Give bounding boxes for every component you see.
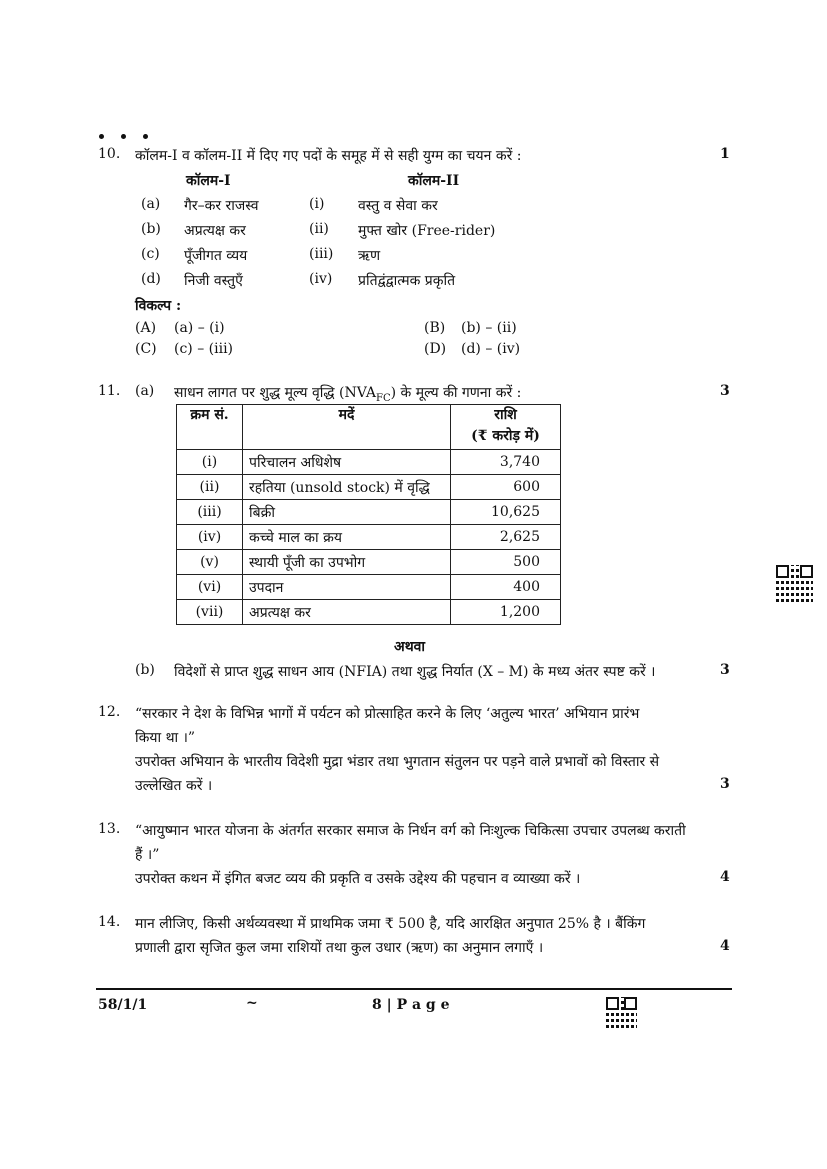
option-a-text: (a) – (i) xyxy=(174,320,225,336)
q13-marks: 4 xyxy=(720,869,730,885)
row-amount: 2,625 xyxy=(451,525,561,550)
row-amount: 10,625 xyxy=(451,500,561,525)
q10-row-text-iv: प्रतिद्वंद्वात्मक प्रकृति xyxy=(358,273,456,289)
q11-part-a-subscript: FC xyxy=(376,392,391,404)
q13-line-2: हैं ।” xyxy=(135,847,160,863)
footer-qr-code xyxy=(606,997,637,1028)
q11-marks-b: 3 xyxy=(720,662,730,678)
row-serial: (iv) xyxy=(177,525,243,550)
q10-col1-head: कॉलम-I xyxy=(186,173,231,189)
row-item: उपदान xyxy=(243,575,451,600)
q10-row-text-iii: ऋण xyxy=(358,248,381,264)
row-item: कच्चे माल का क्रय xyxy=(243,525,451,550)
table-row xyxy=(177,575,561,600)
q12-line-3: उपरोक्त अभियान के भारतीय विदेशी मुद्रा भंडार तथा भुगतान संतुलन पर पड़ने वाले प्रभावों को विस्तार से xyxy=(135,754,660,770)
footer-page-number: 8 | P a g e xyxy=(372,997,450,1013)
q10-text: कॉलम-I व कॉलम-II में दिए गए पदों के समूह में से सही युग्म का चयन करें : xyxy=(135,148,522,164)
option-d-text: (d) – (iv) xyxy=(461,341,521,357)
q10-row-text-ii: मुफ्त खोर (Free-rider) xyxy=(358,223,496,239)
q11-part-b-text: विदेशों से प्राप्त शुद्ध साधन आय (NFIA) तथा शुद्ध निर्यात (X – M) के मध्य अंतर स्पष्ट करें । xyxy=(174,664,656,680)
q13-line-3: उपरोक्त कथन में इंगित बजट व्यय की प्रकृति व उसके उद्देश्य की पहचान व व्याख्या करें । xyxy=(135,871,581,887)
q10-row-text-c: पूँजीगत व्यय xyxy=(184,248,248,264)
row-serial: (v) xyxy=(177,550,243,575)
row-item: स्थायी पूँजी का उपभोग xyxy=(243,550,451,575)
option-b-label: (B) xyxy=(424,320,446,336)
row-amount: 1,200 xyxy=(451,600,561,625)
row-item: बिक्री xyxy=(243,500,451,525)
row-serial: (vii) xyxy=(177,600,243,625)
table-row xyxy=(177,500,561,525)
q10-row-text-i: वस्तु व सेवा कर xyxy=(358,198,438,214)
q12-marks: 3 xyxy=(720,776,730,792)
footer-tilde: ~ xyxy=(246,995,258,1011)
table-row xyxy=(177,525,561,550)
header-amount-title: राशि xyxy=(494,407,517,423)
header-amount-unit: (₹ करोड़ में) xyxy=(471,428,540,444)
table-row xyxy=(177,600,561,625)
q10-row-label-d: (d) xyxy=(141,271,161,287)
option-c-text: (c) – (iii) xyxy=(174,341,234,357)
q10-row-label-iv: (iv) xyxy=(309,271,333,287)
q11-part-b-label: (b) xyxy=(135,662,155,678)
q14-line-1: मान लीजिए, किसी अर्थव्यवस्था में प्राथमिक जमा ₹ 500 है, यदि आरक्षित अनुपात 25% है । बैंकिंग xyxy=(135,916,646,932)
q12-line-2: किया था ।” xyxy=(135,730,196,746)
row-amount: 3,740 xyxy=(451,450,561,475)
row-serial: (i) xyxy=(177,450,243,475)
option-b-text: (b) – (ii) xyxy=(461,320,517,336)
q10-col2-head: कॉलम-II xyxy=(408,173,460,189)
q11-part-a-text-end: ) के मूल्य की गणना करें : xyxy=(390,385,522,401)
q10-row-label-c: (c) xyxy=(141,246,160,262)
q10-row-text-d: निजी वस्तुएँ xyxy=(184,273,243,289)
q11-marks-a: 3 xyxy=(720,383,730,399)
q13-line-1: “आयुष्मान भारत योजना के अंतर्गत सरकार समाज के निर्धन वर्ग को निःशुल्क चिकित्सा उपचार उपलब्ध कराती xyxy=(135,823,686,839)
q10-row-label-i: (i) xyxy=(309,196,325,212)
q11-part-a-question xyxy=(174,383,521,404)
q10-row-label-ii: (ii) xyxy=(309,221,329,237)
q12-line-4: उल्लेखित करें । xyxy=(135,778,213,794)
q12-number: 12. xyxy=(98,704,121,720)
table-row xyxy=(177,475,561,500)
table-row xyxy=(177,550,561,575)
q14-line-2: प्रणाली द्वारा सृजित कुल जमा राशियों तथा कुल उधार (ऋण) का अनुमान लगाएँ । xyxy=(135,940,544,956)
row-item: अप्रत्यक्ष कर xyxy=(243,600,451,625)
header-amount xyxy=(451,405,561,450)
q10-row-label-iii: (iii) xyxy=(309,246,334,262)
side-qr-code xyxy=(776,565,813,602)
header-items: मदें xyxy=(243,405,451,450)
q10-row-label-a: (a) xyxy=(141,196,161,212)
row-serial: (ii) xyxy=(177,475,243,500)
row-amount: 400 xyxy=(451,575,561,600)
option-a-label: (A) xyxy=(135,320,157,336)
q10-row-label-b: (b) xyxy=(141,221,161,237)
row-amount: 500 xyxy=(451,550,561,575)
row-item: परिचालन अधिशेष xyxy=(243,450,451,475)
nva-data-table xyxy=(176,404,561,625)
option-c-label: (C) xyxy=(135,341,157,357)
option-d-label: (D) xyxy=(424,341,447,357)
row-amount: 600 xyxy=(451,475,561,500)
q11-part-a-text: साधन लागत पर शुद्ध मूल्य वृद्धि (NVA xyxy=(174,385,377,401)
q10-options-label: विकल्प : xyxy=(135,298,182,314)
table-row xyxy=(177,450,561,475)
decorative-dots xyxy=(99,127,165,143)
or-separator: अथवा xyxy=(394,639,426,655)
q10-number: 10. xyxy=(98,146,121,162)
q10-row-text-a: गैर–कर राजस्व xyxy=(184,198,259,214)
row-item: रहतिया (unsold stock) में वृद्धि xyxy=(243,475,451,500)
q10-marks: 1 xyxy=(720,146,730,162)
q11-number: 11. xyxy=(98,383,121,399)
q12-line-1: “सरकार ने देश के विभिन्न भागों में पर्यटन को प्रोत्साहित करने के लिए ‘अतुल्य भारत’ अभियान प्रारंभ xyxy=(135,706,640,722)
footer-divider xyxy=(96,988,732,990)
header-serial: क्रम सं. xyxy=(177,405,243,450)
footer-paper-code: 58/1/1 xyxy=(98,997,148,1013)
q14-number: 14. xyxy=(98,914,121,930)
q13-number: 13. xyxy=(98,821,121,837)
row-serial: (vi) xyxy=(177,575,243,600)
row-serial: (iii) xyxy=(177,500,243,525)
q14-marks: 4 xyxy=(720,938,730,954)
q11-part-a-label: (a) xyxy=(135,383,155,399)
table-header-row xyxy=(177,405,561,450)
q10-row-text-b: अप्रत्यक्ष कर xyxy=(184,223,246,239)
